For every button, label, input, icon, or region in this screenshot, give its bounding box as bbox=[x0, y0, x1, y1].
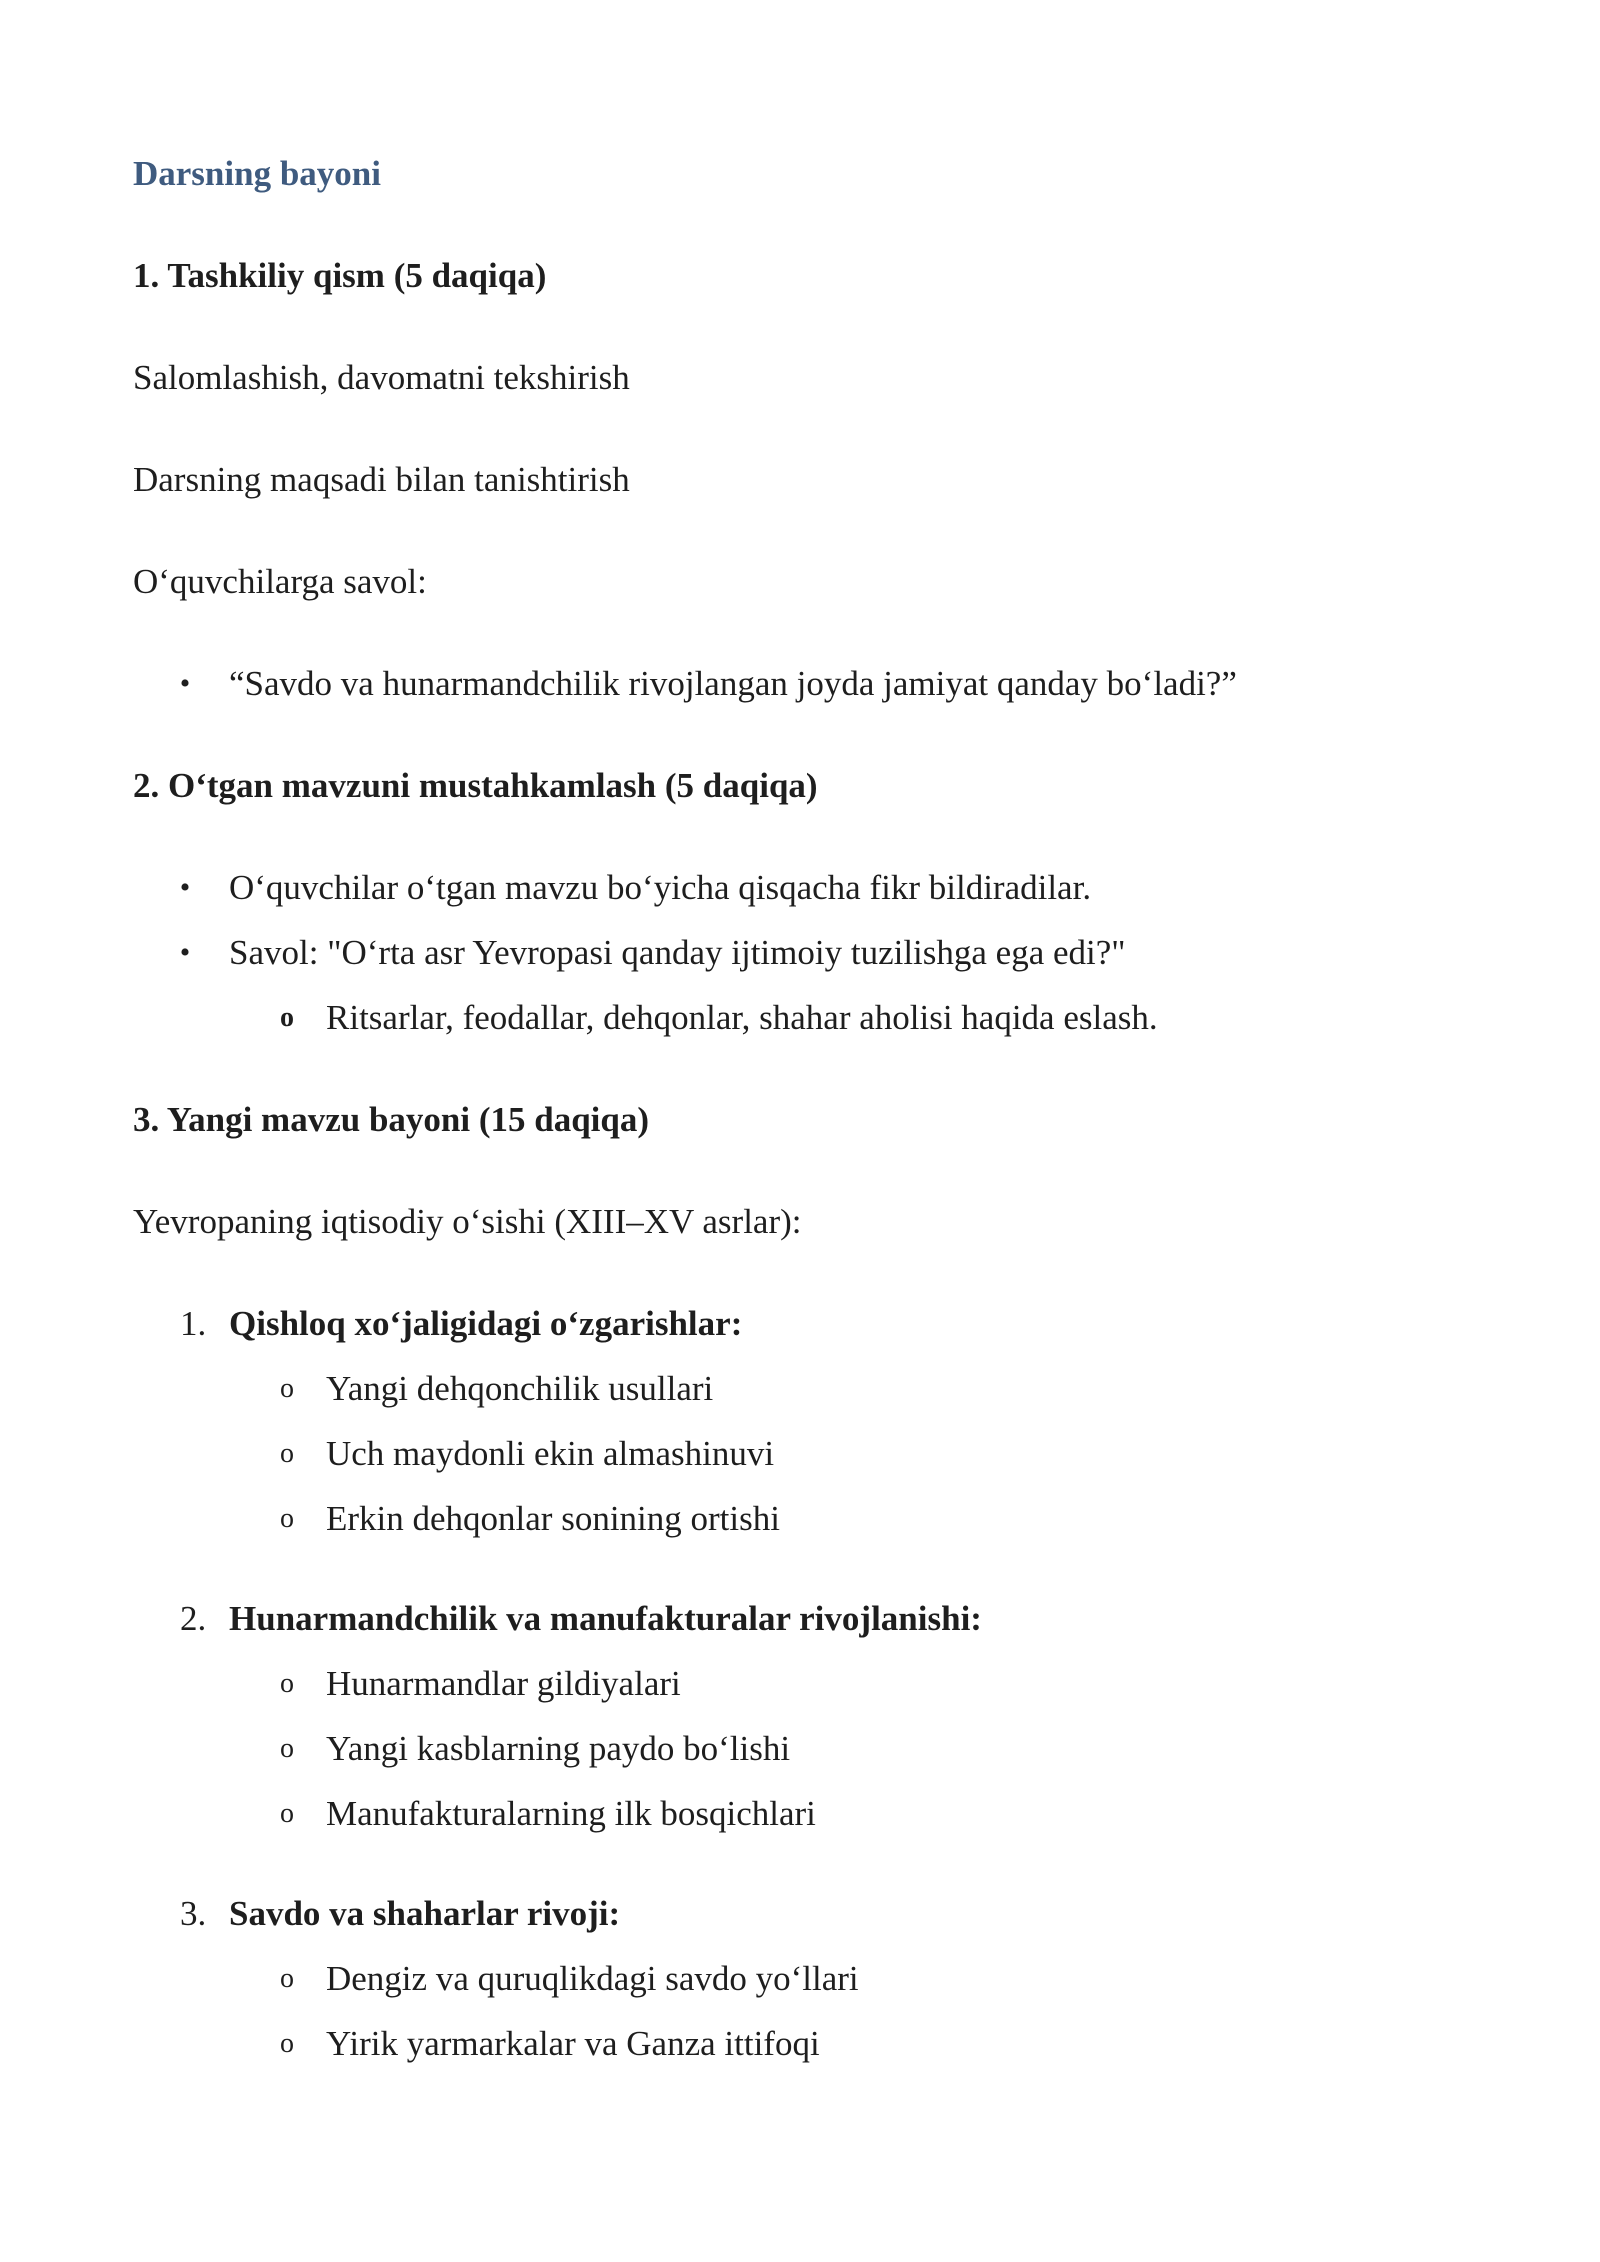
section3-heading: 3. Yangi mavzu bayoni (15 daqiqa) bbox=[133, 1100, 650, 1139]
document-title: Darsning bayoni bbox=[133, 154, 381, 193]
bullet-icon: • bbox=[179, 667, 191, 700]
section2-heading: 2. O‘tgan mavzuni mustahkamlash (5 daqiqa) bbox=[133, 766, 818, 805]
sub-list-item: Ritsarlar, feodallar, dehqonlar, shahar aholisi haqida eslash. bbox=[326, 998, 1158, 1037]
list-number: 1. bbox=[180, 1304, 207, 1343]
sub-bullet-icon: o bbox=[280, 1002, 294, 1033]
section3-intro: Yevropaning iqtisodiy o‘sishi (XIII–XV asrlar): bbox=[133, 1202, 802, 1241]
sub-list-item: Yangi dehqonchilik usullari bbox=[326, 1369, 714, 1408]
sub-bullet-icon: o bbox=[280, 1798, 294, 1829]
section1-heading: 1. Tashkiliy qism (5 daqiqa) bbox=[133, 256, 547, 295]
sub-bullet-icon: o bbox=[280, 1503, 294, 1534]
sub-list-item: Erkin dehqonlar sonining ortishi bbox=[326, 1499, 780, 1538]
numbered-item-label: Qishloq xo‘jaligidagi o‘zgarishlar: bbox=[229, 1304, 743, 1343]
sub-list-item: Dengiz va quruqlikdagi savdo yo‘llari bbox=[326, 1959, 859, 1998]
bullet-icon: • bbox=[179, 936, 191, 969]
numbered-item-label: Hunarmandchilik va manufakturalar rivojlanishi: bbox=[229, 1599, 982, 1638]
section1-paragraph: Darsning maqsadi bilan tanishtirish bbox=[133, 460, 630, 499]
sub-bullet-icon: o bbox=[280, 1963, 294, 1994]
numbered-item-label: Savdo va shaharlar rivoji: bbox=[229, 1894, 621, 1933]
list-item: O‘quvchilar o‘tgan mavzu bo‘yicha qisqacha fikr bildiradilar. bbox=[229, 868, 1092, 907]
list-number: 3. bbox=[180, 1894, 207, 1933]
section1-paragraph: O‘quvchilarga savol: bbox=[133, 562, 427, 601]
section1-paragraph: Salomlashish, davomatni tekshirish bbox=[133, 358, 630, 397]
sub-bullet-icon: o bbox=[280, 1438, 294, 1469]
sub-bullet-icon: o bbox=[280, 2028, 294, 2059]
bullet-icon: • bbox=[179, 871, 191, 904]
list-item: Savol: "O‘rta asr Yevropasi qanday ijtimoiy tuzilishga ega edi?" bbox=[229, 933, 1126, 972]
sub-bullet-icon: o bbox=[280, 1668, 294, 1699]
sub-bullet-icon: o bbox=[280, 1373, 294, 1404]
list-item: “Savdo va hunarmandchilik rivojlangan joyda jamiyat qanday bo‘ladi?” bbox=[229, 664, 1237, 703]
sub-list-item: Hunarmandlar gildiyalari bbox=[326, 1664, 681, 1703]
sub-bullet-icon: o bbox=[280, 1733, 294, 1764]
sub-list-item: Yirik yarmarkalar va Ganza ittifoqi bbox=[326, 2024, 820, 2063]
sub-list-item: Manufakturalarning ilk bosqichlari bbox=[326, 1794, 816, 1833]
sub-list-item: Uch maydonli ekin almashinuvi bbox=[326, 1434, 775, 1473]
sub-list-item: Yangi kasblarning paydo bo‘lishi bbox=[326, 1729, 791, 1768]
list-number: 2. bbox=[180, 1599, 207, 1638]
